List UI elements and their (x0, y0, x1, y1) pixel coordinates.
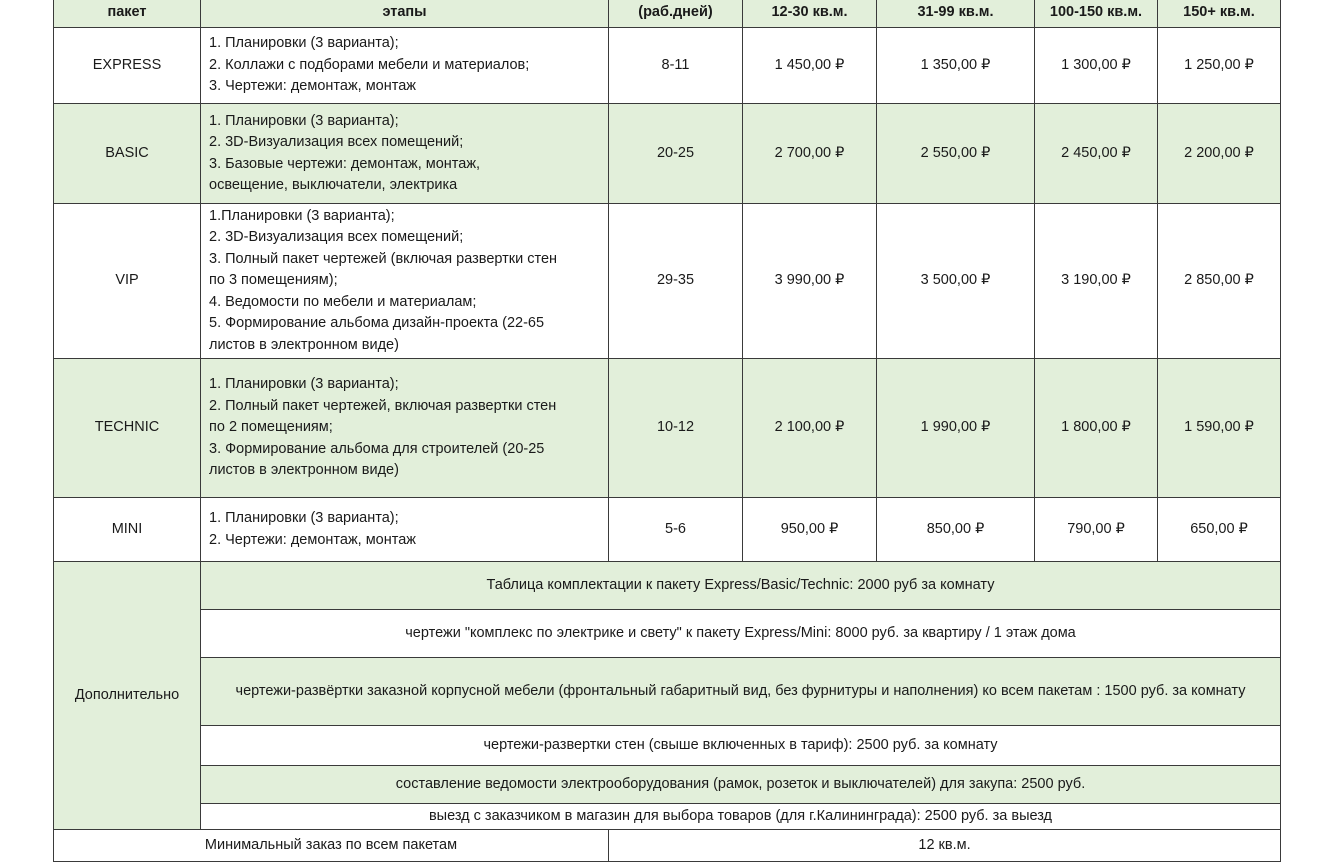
package-days: 8-11 (609, 28, 743, 104)
stage-line: 1. Планировки (3 варианта); (209, 376, 399, 393)
header-area-12-30: 12-30 кв.м. (743, 0, 877, 28)
package-price: 3 500,00 ₽ (877, 204, 1035, 359)
package-days: 10-12 (609, 359, 743, 498)
price-table (53, 0, 1281, 862)
package-stages (201, 359, 609, 498)
package-row (54, 498, 1281, 562)
package-price: 1 250,00 ₽ (1158, 28, 1281, 104)
header-stages: этапы (201, 0, 609, 28)
additional-service: чертежи-развертки стен (свыше включенных в тариф): 2500 руб. за комнату (201, 726, 1281, 766)
package-price: 2 100,00 ₽ (743, 359, 877, 498)
package-price: 950,00 ₽ (743, 498, 877, 562)
package-days: 5-6 (609, 498, 743, 562)
package-row (54, 359, 1281, 498)
package-row (54, 204, 1281, 359)
package-price: 1 800,00 ₽ (1035, 359, 1158, 498)
stage-line: по 2 помещениям; (209, 419, 333, 436)
package-price: 2 700,00 ₽ (743, 104, 877, 204)
additional-service: выезд с заказчиком в магазин для выбора товаров (для г.Калининграда): 2500 руб. за выезд (201, 804, 1281, 830)
additional-service: составление ведомости электрооборудования (рамок, розеток и выключателей) для закупа: 2500 руб. (201, 766, 1281, 804)
stage-line: листов в электронном виде) (209, 336, 399, 353)
package-name: TECHNIC (54, 359, 201, 498)
package-price: 2 450,00 ₽ (1035, 104, 1158, 204)
additional-row (54, 766, 1281, 804)
header-area-31-99: 31-99 кв.м. (877, 0, 1035, 28)
package-name: VIP (54, 204, 201, 359)
stage-line: 2. Полный пакет чертежей, включая развертки стен (209, 397, 557, 414)
additional-service: Таблица комплектации к пакету Express/Basic/Technic: 2000 руб за комнату (201, 562, 1281, 610)
stage-line: 5. Формирование альбома дизайн-проекта (22-65 (209, 315, 545, 332)
stage-line: 3. Базовые чертежи: демонтаж, монтаж, (209, 155, 481, 172)
stage-line: 3. Чертежи: демонтаж, монтаж (209, 78, 416, 95)
stage-line: по 3 помещениям); (209, 272, 338, 289)
package-price: 1 300,00 ₽ (1035, 28, 1158, 104)
stage-line: 2. 3D-Визуализация всех помещений; (209, 134, 464, 150)
table-header (54, 0, 1281, 28)
header-area-100-150: 100-150 кв.м. (1035, 0, 1158, 28)
stage-line: 1. Планировки (3 варианта); (209, 510, 399, 526)
package-price: 3 990,00 ₽ (743, 204, 877, 359)
stage-line: 1.Планировки (3 варианта); (209, 207, 395, 224)
stage-line: освещение, выключатели, электрика (209, 177, 458, 193)
additional-service: чертежи-развёртки заказной корпусной мебели (фронтальный габаритный вид, без фурнитуры и наполнения) ко всем пакетам : 1500 руб. за комнату (201, 658, 1281, 726)
minimum-order-row (54, 830, 1281, 862)
package-price: 3 190,00 ₽ (1035, 204, 1158, 359)
additional-service: чертежи "комплекс по электрике и свету" к пакету Express/Mini: 8000 руб. за квартиру / 1 этаж дома (201, 610, 1281, 658)
additional-row (54, 562, 1281, 610)
stage-line: 1. Планировки (3 варианта); (209, 35, 399, 52)
package-price: 1 450,00 ₽ (743, 28, 877, 104)
package-stages (201, 28, 609, 104)
stage-line: 2. 3D-Визуализация всех помещений; (209, 229, 464, 246)
package-price: 2 200,00 ₽ (1158, 104, 1281, 204)
package-days: 29-35 (609, 204, 743, 359)
header-term: (раб.дней) (609, 0, 743, 28)
package-stages (201, 104, 609, 204)
additional-row (54, 726, 1281, 766)
package-price: 1 350,00 ₽ (877, 28, 1035, 104)
stage-line: 4. Ведомости по мебели и материалам; (209, 293, 477, 310)
package-stages (201, 204, 609, 359)
additional-label: Дополнительно (54, 562, 201, 830)
additional-row (54, 658, 1281, 726)
package-row (54, 104, 1281, 204)
header-package: пакет (54, 0, 201, 28)
stage-line: 3. Формирование альбома для строителей (20-25 (209, 440, 545, 457)
stage-line: 3. Полный пакет чертежей (включая развертки стен (209, 250, 558, 267)
stage-line: 2. Чертежи: демонтаж, монтаж (209, 531, 416, 548)
package-price: 2 850,00 ₽ (1158, 204, 1281, 359)
stage-line: листов в электронном виде) (209, 462, 399, 479)
stage-line: 1. Планировки (3 варианта); (209, 112, 399, 129)
minimum-order-label: Минимальный заказ по всем пакетам (54, 830, 609, 862)
package-days: 20-25 (609, 104, 743, 204)
stage-line: 2. Коллажи с подборами мебели и материалов; (209, 56, 530, 73)
package-price: 1 990,00 ₽ (877, 359, 1035, 498)
additional-row (54, 804, 1281, 830)
package-price: 850,00 ₽ (877, 498, 1035, 562)
header-area-150-plus: 150+ кв.м. (1158, 0, 1281, 28)
package-row (54, 28, 1281, 104)
minimum-order-value: 12 кв.м. (609, 830, 1281, 862)
package-price: 650,00 ₽ (1158, 498, 1281, 562)
package-name: BASIC (54, 104, 201, 204)
package-price: 790,00 ₽ (1035, 498, 1158, 562)
package-name: EXPRESS (54, 28, 201, 104)
package-name: MINI (54, 498, 201, 562)
package-price: 1 590,00 ₽ (1158, 359, 1281, 498)
additional-row (54, 610, 1281, 658)
package-stages (201, 498, 609, 562)
package-price: 2 550,00 ₽ (877, 104, 1035, 204)
